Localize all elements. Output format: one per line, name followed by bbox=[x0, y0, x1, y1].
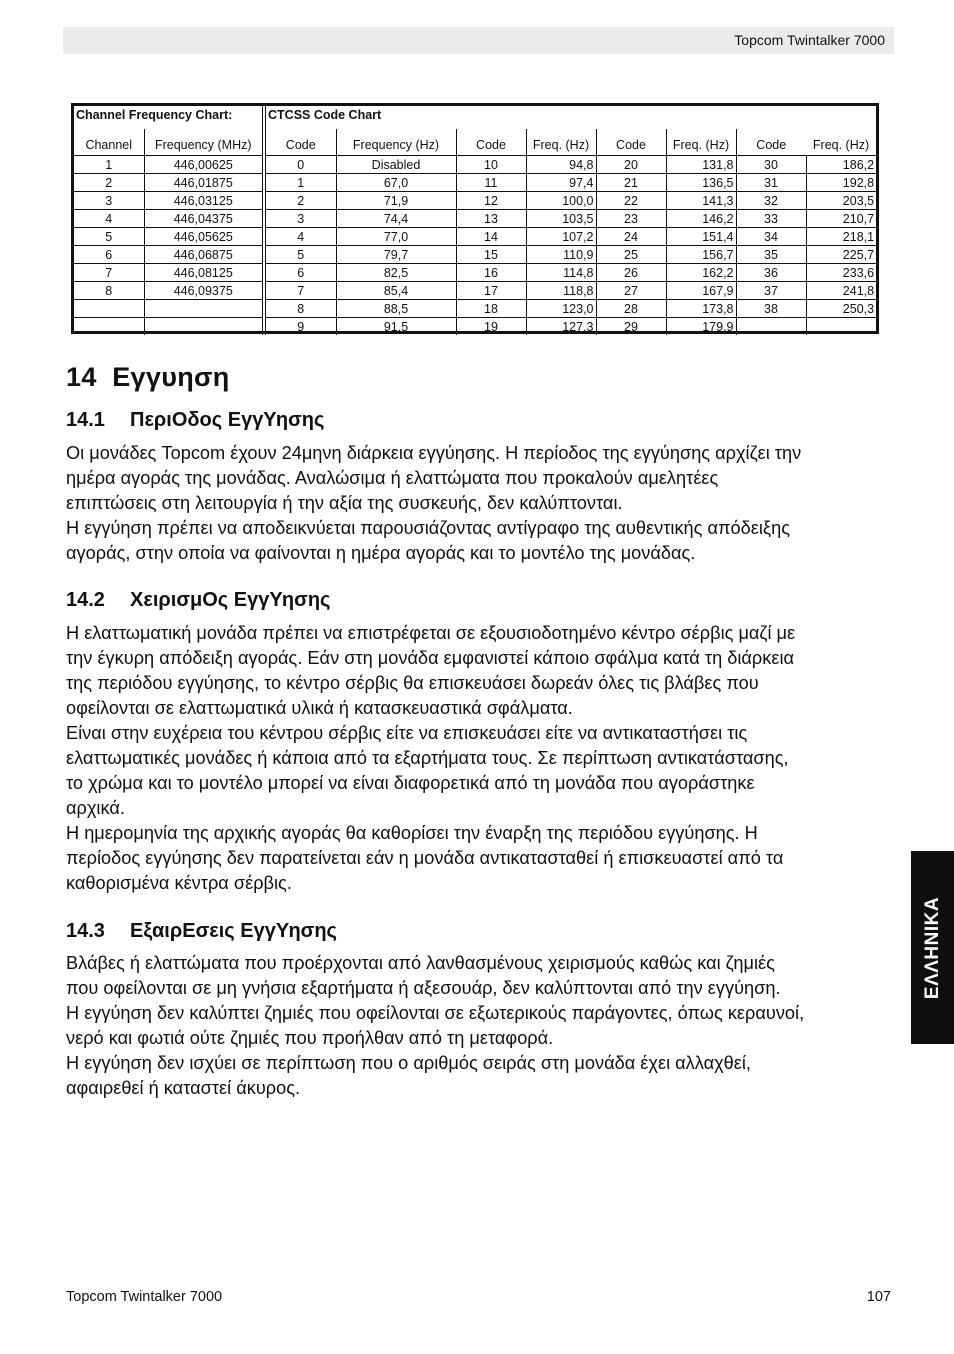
page-number: 107 bbox=[866, 1289, 891, 1305]
table-cell: 146,2 bbox=[666, 210, 736, 228]
table-cell: 218,1 bbox=[806, 228, 876, 246]
table-cell: 29 bbox=[596, 318, 666, 336]
table-cell bbox=[736, 318, 806, 336]
table-cell: 85,4 bbox=[336, 282, 456, 300]
table-cell: 110,9 bbox=[526, 246, 596, 264]
table-cell: 21 bbox=[596, 174, 666, 192]
table-cell: 225,7 bbox=[806, 246, 876, 264]
table-cell: 27 bbox=[596, 282, 666, 300]
table-cell: 97,4 bbox=[526, 174, 596, 192]
table-cell: 203,5 bbox=[806, 192, 876, 210]
section-number: 14 bbox=[66, 362, 97, 392]
table-cell: 33 bbox=[736, 210, 806, 228]
table-cell: 6 bbox=[74, 246, 144, 264]
warranty-handling-text bbox=[66, 621, 896, 896]
table-cell: 100,0 bbox=[526, 192, 596, 210]
column-header: Frequency (MHz) bbox=[144, 129, 264, 156]
table-cell: 446,04375 bbox=[144, 210, 264, 228]
table-row bbox=[74, 210, 876, 228]
ctcss-chart-title: CTCSS Code Chart bbox=[264, 106, 876, 129]
table-cell: 118,8 bbox=[526, 282, 596, 300]
table-cell: 233,6 bbox=[806, 264, 876, 282]
subsection-number: 14.1 bbox=[66, 409, 105, 431]
text-line: Η εγγύηση δεν καλύπτει ζημιές που οφείλονται σε εξωτερικούς παράγοντες, όπως κεραυνοί, bbox=[66, 1003, 805, 1023]
table-cell: 71,9 bbox=[336, 192, 456, 210]
table-row bbox=[74, 228, 876, 246]
table-cell bbox=[144, 318, 264, 336]
text-line: αφαιρεθεί ή καταστεί άκυρος. bbox=[66, 1078, 301, 1098]
text-line: επιπτώσεις στη λειτουργία ή την αξία της συσκευής, δεν καλύπτονται. bbox=[66, 493, 623, 513]
text-line: Η εγγύηση πρέπει να αποδεικνύεται παρουσιάζοντας αντίγραφο της αυθεντικής απόδειξης bbox=[66, 518, 790, 538]
table-cell: 123,0 bbox=[526, 300, 596, 318]
table-cell: 18 bbox=[456, 300, 526, 318]
table-cell: 446,00625 bbox=[144, 156, 264, 174]
table-cell: 91,5 bbox=[336, 318, 456, 336]
table-cell: 1 bbox=[74, 156, 144, 174]
table-cell: 94,8 bbox=[526, 156, 596, 174]
table-cell: 17 bbox=[456, 282, 526, 300]
table-cell: 35 bbox=[736, 246, 806, 264]
table-cell: 156,7 bbox=[666, 246, 736, 264]
section-heading bbox=[66, 362, 230, 393]
table-cell bbox=[806, 318, 876, 336]
text-line: αρχικά. bbox=[66, 798, 125, 818]
column-header: Freq. (Hz) bbox=[812, 138, 870, 152]
table-cell: 131,8 bbox=[666, 156, 736, 174]
table-cell: 114,8 bbox=[526, 264, 596, 282]
section-title: Εγγυηση bbox=[112, 362, 230, 392]
text-line: το χρώμα και το μοντέλο μπορεί να είναι διαφορετικά από τη μονάδα που αγοράστηκε bbox=[66, 773, 755, 793]
table-row bbox=[74, 318, 876, 336]
table-cell: 25 bbox=[596, 246, 666, 264]
table-cell: 11 bbox=[456, 174, 526, 192]
text-line: ημέρα αγοράς της μονάδας. Αναλώσιμα ή ελαττώματα που προκαλούν αμελητέες bbox=[66, 468, 719, 488]
subsection-title: ΧειρισμΟς ΕγγΥησης bbox=[130, 589, 331, 611]
table-cell: 151,4 bbox=[666, 228, 736, 246]
table-row bbox=[74, 300, 876, 318]
table-cell: 167,9 bbox=[666, 282, 736, 300]
text-line: οφείλονται σε ελαττωματικά υλικά ή κατασκευαστικά σφάλματα. bbox=[66, 698, 573, 718]
table-cell: 241,8 bbox=[806, 282, 876, 300]
table-cell: 2 bbox=[74, 174, 144, 192]
table-cell: 28 bbox=[596, 300, 666, 318]
footer-title: Topcom Twintalker 7000 bbox=[66, 1289, 223, 1305]
language-label: ΕΛΛΗΝΙΚΑ bbox=[921, 896, 943, 999]
table-cell: 77,0 bbox=[336, 228, 456, 246]
table-cell: 8 bbox=[74, 282, 144, 300]
text-line: της περιόδου εγγύησης, το κέντρο σέρβις θα επισκευάσει δωρεάν όλες τις βλάβες που bbox=[66, 673, 759, 693]
table-header-row bbox=[74, 129, 876, 156]
table-cell: 14 bbox=[456, 228, 526, 246]
table-cell: 446,03125 bbox=[144, 192, 264, 210]
table-cell: 38 bbox=[736, 300, 806, 318]
table-cell: Disabled bbox=[336, 156, 456, 174]
warranty-exclusions-text bbox=[66, 951, 896, 1101]
table-cell: 179,9 bbox=[666, 318, 736, 336]
running-header bbox=[63, 27, 894, 54]
table-cell: 10 bbox=[456, 156, 526, 174]
table-cell: 12 bbox=[456, 192, 526, 210]
table-cell: 31 bbox=[736, 174, 806, 192]
table-row bbox=[74, 246, 876, 264]
text-line: αγοράς, στην οποία να φαίνονται η ημέρα αγοράς και το μοντέλο της μονάδας. bbox=[66, 543, 696, 563]
table-cell: 9 bbox=[264, 318, 336, 336]
table-cell: 36 bbox=[736, 264, 806, 282]
table-cell: 79,7 bbox=[336, 246, 456, 264]
table-cell: 23 bbox=[596, 210, 666, 228]
table-cell: 446,01875 bbox=[144, 174, 264, 192]
subsection-number: 14.3 bbox=[66, 920, 105, 942]
table-cell: 30 bbox=[736, 156, 806, 174]
text-line: Βλάβες ή ελαττώματα που προέρχονται από λανθασμένους χειρισμούς καθώς και ζημιές bbox=[66, 953, 775, 973]
table-cell: 32 bbox=[736, 192, 806, 210]
table-cell: 192,8 bbox=[806, 174, 876, 192]
table-cell: 19 bbox=[456, 318, 526, 336]
table-cell: 7 bbox=[74, 264, 144, 282]
subsection-heading-14-2 bbox=[66, 589, 330, 612]
table-cell: 210,7 bbox=[806, 210, 876, 228]
table-cell bbox=[144, 300, 264, 318]
table-cell: 88,5 bbox=[336, 300, 456, 318]
column-header: Freq. (Hz) bbox=[666, 129, 736, 156]
table-cell: 446,05625 bbox=[144, 228, 264, 246]
table-cell: 141,3 bbox=[666, 192, 736, 210]
column-header: Code bbox=[456, 129, 526, 156]
text-line: Η ημερομηνία της αρχικής αγοράς θα καθορίσει την έναρξη της περιόδου εγγύησης. Η bbox=[66, 823, 758, 843]
table-cell: 20 bbox=[596, 156, 666, 174]
table-row bbox=[74, 282, 876, 300]
table-cell: 127,3 bbox=[526, 318, 596, 336]
table-cell: 74,4 bbox=[336, 210, 456, 228]
table-cell: 173,8 bbox=[666, 300, 736, 318]
table-cell: 5 bbox=[264, 246, 336, 264]
header-title: Topcom Twintalker 7000 bbox=[734, 32, 885, 48]
table-cell: 26 bbox=[596, 264, 666, 282]
subsection-title: ΕξαιρΕσεις ΕγγΥησης bbox=[130, 920, 337, 942]
table-cell: 13 bbox=[456, 210, 526, 228]
table-cell: 103,5 bbox=[526, 210, 596, 228]
subsection-heading-14-3 bbox=[66, 920, 337, 943]
table-cell: 15 bbox=[456, 246, 526, 264]
table-cell: 186,2 bbox=[806, 156, 876, 174]
table-cell: 250,3 bbox=[806, 300, 876, 318]
warranty-period-text bbox=[66, 441, 896, 566]
table-row bbox=[74, 156, 876, 174]
text-line: καθορισμένα κέντρα σέρβις. bbox=[66, 873, 292, 893]
table-row bbox=[74, 174, 876, 192]
table-cell: 107,2 bbox=[526, 228, 596, 246]
text-line: που οφείλονται σε μη γνήσια εξαρτήματα ή αξεσουάρ, δεν καλύπτονται από την εγγύηση. bbox=[66, 978, 781, 998]
text-line: Οι μονάδες Topcom έχουν 24μηνη διάρκεια εγγύησης. Η περίοδος της εγγύησης αρχίζει την bbox=[66, 443, 802, 463]
frequency-table-frame bbox=[71, 103, 879, 334]
table-cell: 67,0 bbox=[336, 174, 456, 192]
table-cell: 3 bbox=[74, 192, 144, 210]
table-cell: 24 bbox=[596, 228, 666, 246]
subsection-number: 14.2 bbox=[66, 589, 105, 611]
table-cell: 8 bbox=[264, 300, 336, 318]
table-cell: 2 bbox=[264, 192, 336, 210]
table-row bbox=[74, 264, 876, 282]
column-header: Code bbox=[736, 129, 806, 156]
table-cell: 1 bbox=[264, 174, 336, 192]
table-cell: 446,06875 bbox=[144, 246, 264, 264]
table-cell: 446,08125 bbox=[144, 264, 264, 282]
table-cell: 3 bbox=[264, 210, 336, 228]
table-cell: 82,5 bbox=[336, 264, 456, 282]
text-line: νερό και φωτιά ούτε ζημιές που προήλθαν από τη μεταφορά. bbox=[66, 1028, 554, 1048]
table-cell: 16 bbox=[456, 264, 526, 282]
table-cell: 5 bbox=[74, 228, 144, 246]
frequency-code-table bbox=[74, 106, 876, 335]
table-cell: 446,09375 bbox=[144, 282, 264, 300]
table-cell: 37 bbox=[736, 282, 806, 300]
table-cell: 4 bbox=[264, 228, 336, 246]
table-cell: 162,2 bbox=[666, 264, 736, 282]
table-cell: 34 bbox=[736, 228, 806, 246]
text-line: Η ελαττωματική μονάδα πρέπει να επιστρέφεται σε εξουσιοδοτημένο κέντρο σέρβις μαζί με bbox=[66, 623, 796, 643]
column-header: Code bbox=[264, 129, 336, 156]
table-cell: 22 bbox=[596, 192, 666, 210]
table-row bbox=[74, 192, 876, 210]
subsection-title: ΠεριΟδος ΕγγΥησης bbox=[130, 409, 325, 431]
table-cell bbox=[74, 300, 144, 318]
table-cell: 7 bbox=[264, 282, 336, 300]
table-cell: 6 bbox=[264, 264, 336, 282]
language-side-tab bbox=[911, 851, 954, 1044]
column-header: Freq. (Hz) bbox=[526, 129, 596, 156]
text-line: Είναι στην ευχέρεια του κέντρου σέρβις είτε να επισκευάσει είτε να αντικαταστήσει τις bbox=[66, 723, 748, 743]
table-cell: 136,5 bbox=[666, 174, 736, 192]
channel-chart-title: Channel Frequency Chart: bbox=[76, 108, 233, 122]
text-line: Η εγγύηση δεν ισχύει σε περίπτωση που ο αριθμός σειράς στη μονάδα έχει αλλαχθεί, bbox=[66, 1053, 751, 1073]
subsection-heading-14-1 bbox=[66, 409, 324, 432]
table-cell: 0 bbox=[264, 156, 336, 174]
table-cell bbox=[74, 318, 144, 336]
column-header: Frequency (Hz) bbox=[336, 129, 456, 156]
table-cell: 4 bbox=[74, 210, 144, 228]
text-line: ελαττωματικές μονάδες ή κάποια από τα εξαρτήματα τους. Σε περίπτωση αντικατάστασης, bbox=[66, 748, 789, 768]
column-header: Code bbox=[596, 129, 666, 156]
text-line: περίοδος εγγύησης δεν παρατείνεται εάν η μονάδα αντικατασταθεί ή επισκευαστεί από τα bbox=[66, 848, 784, 868]
text-line: την έγκυρη απόδειξη αγοράς. Εάν στη μονάδα εμφανιστεί κάποιο σφάλμα κατά τη διάρκεια bbox=[66, 648, 795, 668]
column-header: Channel bbox=[85, 138, 133, 152]
